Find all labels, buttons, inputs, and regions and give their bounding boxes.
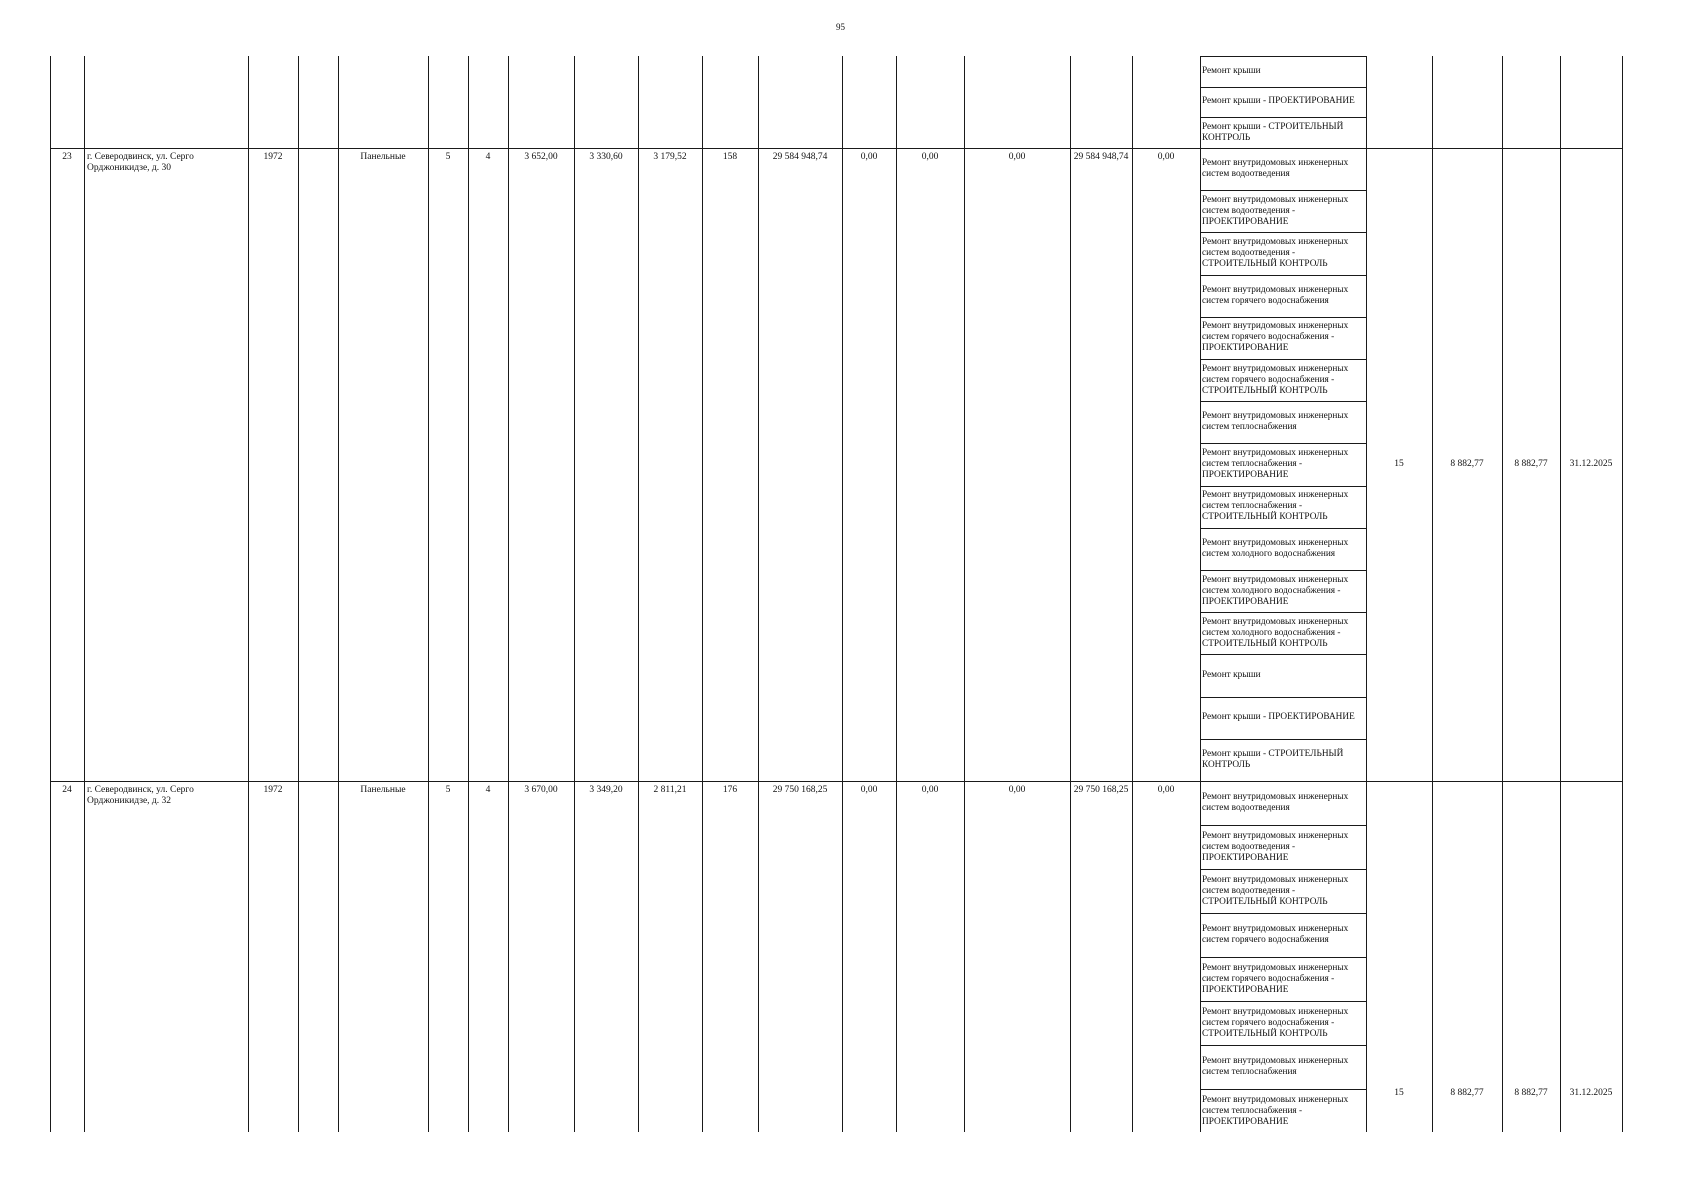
- cell-cost-total: 29 584 948,74: [772, 152, 828, 162]
- work-item: [1200, 443, 1366, 485]
- work-item-label: Ремонт внутридомовых инженерных систем теплоснабжения - ПРОЕКТИРОВАНИЕ: [1202, 1094, 1349, 1127]
- cell-area-living: 3 179,52: [653, 152, 687, 162]
- page-number: 95: [836, 22, 845, 32]
- column-divider: [638, 56, 639, 1132]
- cell-cost-fund: 0,00: [860, 785, 878, 795]
- cell-area-total: 3 670,00: [524, 785, 558, 795]
- work-item-label: Ремонт внутридомовых инженерных систем водоотведения - СТРОИТЕЛЬНЫЙ КОНТРОЛЬ: [1202, 874, 1349, 907]
- work-item: [1200, 401, 1366, 443]
- cell-cost-budget-local: 0,00: [1008, 152, 1026, 162]
- cell-entrances: 4: [485, 152, 491, 162]
- work-item: [1200, 1001, 1366, 1045]
- cell-area-total: 3 652,00: [524, 152, 558, 162]
- work-item-label: Ремонт внутридомовых инженерных систем холодного водоснабжения - ПРОЕКТИРОВАНИЕ: [1202, 574, 1349, 607]
- work-item: [1200, 913, 1366, 957]
- work-item: [1200, 781, 1366, 825]
- work-item: [1200, 957, 1366, 1001]
- cell-num: 23: [62, 152, 72, 162]
- cell-address: г. Северодвинск, ул. Серго Орджоникидзе, д. 30: [87, 152, 194, 173]
- work-item-divider: [1200, 232, 1366, 233]
- cell-deadline: 31.12.2025: [1569, 1088, 1613, 1098]
- cell-num: 24: [62, 785, 72, 795]
- work-item-divider: [1200, 697, 1366, 698]
- cell-cost-budget-region: 0,00: [921, 152, 939, 162]
- work-item-label: Ремонт внутридомовых инженерных систем холодного водоснабжения: [1202, 537, 1349, 559]
- cell-area-living: 2 811,21: [653, 785, 687, 795]
- work-item-label: Ремонт крыши - СТРОИТЕЛЬНЫЙ КОНТРОЛЬ: [1202, 748, 1344, 770]
- column-divider: [428, 56, 429, 1132]
- cell-limit-cost: 8 882,77: [1514, 1088, 1548, 1098]
- work-item-label: Ремонт внутридомовых инженерных систем водоотведения: [1202, 158, 1349, 180]
- work-item-divider: [1200, 275, 1366, 276]
- cell-unit-cost: 8 882,77: [1450, 1088, 1484, 1098]
- work-item-divider: [1200, 486, 1366, 487]
- work-item: [1200, 232, 1366, 274]
- column-divider: [1432, 56, 1433, 1132]
- column-divider: [338, 56, 339, 1132]
- cell-deadline: 31.12.2025: [1569, 458, 1613, 469]
- row-divider: [50, 781, 1622, 782]
- work-item-divider: [1200, 654, 1366, 655]
- work-item: [1200, 570, 1366, 612]
- work-item-label: Ремонт внутридомовых инженерных систем теплоснабжения: [1202, 1056, 1349, 1077]
- cell-limit-cost: 8 882,77: [1514, 458, 1548, 469]
- work-item-label: Ремонт внутридомовых инженерных систем холодного водоснабжения - СТРОИТЕЛЬНЫЙ КОНТРОЛЬ: [1202, 616, 1349, 649]
- work-item: [1200, 528, 1366, 570]
- work-item: [1200, 87, 1366, 118]
- work-item-divider: [1200, 401, 1366, 402]
- column-divider: [758, 56, 759, 1132]
- work-item-label: Ремонт крыши - СТРОИТЕЛЬНЫЙ КОНТРОЛЬ: [1202, 121, 1344, 143]
- column-divider: [1366, 56, 1367, 1132]
- column-divider: [1502, 56, 1503, 1132]
- cell-cost-fund: 0,00: [860, 152, 878, 162]
- work-item-label: Ремонт внутридомовых инженерных систем горячего водоснабжения - СТРОИТЕЛЬНЫЙ КОНТРОЛЬ: [1202, 1006, 1349, 1039]
- cell-year: 1972: [263, 152, 283, 162]
- work-item-divider: [1200, 869, 1366, 870]
- work-item-label: Ремонт крыши: [1202, 65, 1261, 76]
- work-item: [1200, 869, 1366, 913]
- cell-area-premises: 3 349,20: [589, 785, 623, 795]
- work-item-label: Ремонт внутридомовых инженерных систем водоотведения - ПРОЕКТИРОВАНИЕ: [1202, 194, 1349, 227]
- work-item-label: Ремонт крыши - ПРОЕКТИРОВАНИЕ: [1202, 96, 1355, 107]
- work-item: [1200, 486, 1366, 528]
- work-item: [1200, 117, 1366, 148]
- column-divider: [84, 56, 85, 1132]
- column-divider: [468, 56, 469, 1132]
- column-divider: [248, 56, 249, 1132]
- work-item-label: Ремонт внутридомовых инженерных систем теплоснабжения - СТРОИТЕЛЬНЫЙ КОНТРОЛЬ: [1202, 490, 1349, 523]
- work-item-label: Ремонт внутридомовых инженерных систем горячего водоснабжения - ПРОЕКТИРОВАНИЕ: [1202, 321, 1349, 354]
- work-item-label: Ремонт внутридомовых инженерных систем горячего водоснабжения - СТРОИТЕЛЬНЫЙ КОНТРОЛЬ: [1202, 363, 1349, 396]
- cell-term: 15: [1394, 458, 1404, 469]
- work-item: [1200, 148, 1366, 190]
- cell-residents: 176: [722, 785, 738, 795]
- cell-cost-owners: 29 584 948,74: [1073, 152, 1129, 162]
- cell-entrances: 4: [485, 785, 491, 795]
- work-item: [1200, 317, 1366, 359]
- work-item-divider: [1200, 739, 1366, 740]
- cell-floors: 5: [445, 152, 451, 162]
- work-item-divider: [1200, 359, 1366, 360]
- cell-cost-owners: 29 750 168,25: [1073, 785, 1129, 795]
- work-item-label: Ремонт внутридомовых инженерных систем водоотведения - ПРОЕКТИРОВАНИЕ: [1202, 830, 1349, 863]
- cell-wall: Панельные: [360, 785, 406, 795]
- work-item-divider: [1200, 317, 1366, 318]
- work-item: [1200, 56, 1366, 87]
- work-item-divider: [1200, 528, 1366, 529]
- work-item-divider: [1200, 612, 1366, 613]
- work-item-divider: [1200, 825, 1366, 826]
- cell-cost-budget-local: 0,00: [1008, 785, 1026, 795]
- work-item-label: Ремонт внутридомовых инженерных систем теплоснабжения - ПРОЕКТИРОВАНИЕ: [1202, 447, 1349, 480]
- work-item: [1200, 190, 1366, 232]
- column-divider: [842, 56, 843, 1132]
- cell-term: 15: [1394, 1088, 1404, 1098]
- work-item-divider: [1200, 570, 1366, 571]
- cell-cost-budget-region: 0,00: [921, 785, 939, 795]
- work-item: [1200, 275, 1366, 317]
- work-item-divider: [1200, 913, 1366, 914]
- cell-unit-cost: 8 882,77: [1450, 458, 1484, 469]
- work-item-label: Ремонт крыши: [1202, 669, 1261, 680]
- work-item-divider: [1200, 1045, 1366, 1046]
- cell-residents: 158: [722, 152, 738, 162]
- work-item-label: Ремонт внутридомовых инженерных систем водоотведения - СТРОИТЕЛЬНЫЙ КОНТРОЛЬ: [1202, 236, 1349, 269]
- work-item: [1200, 654, 1366, 696]
- column-divider: [702, 56, 703, 1132]
- column-divider: [964, 56, 965, 1132]
- column-divider: [1622, 56, 1623, 1132]
- work-item-divider: [1200, 443, 1366, 444]
- work-item-divider: [1200, 1089, 1366, 1090]
- work-item-label: Ремонт внутридомовых инженерных систем теплоснабжения: [1202, 411, 1349, 433]
- column-divider: [508, 56, 509, 1132]
- row-divider: [50, 148, 1622, 149]
- work-item-divider: [1200, 117, 1366, 118]
- work-item-label: Ремонт крыши - ПРОЕКТИРОВАНИЕ: [1202, 712, 1355, 723]
- cell-cost-other: 0,00: [1157, 152, 1175, 162]
- column-divider: [1132, 56, 1133, 1132]
- cell-floors: 5: [445, 785, 451, 795]
- work-item: [1200, 1045, 1366, 1089]
- work-item-label: Ремонт внутридомовых инженерных систем водоотведения: [1202, 792, 1349, 813]
- column-divider: [1560, 56, 1561, 1132]
- column-divider: [50, 56, 51, 1132]
- work-item: [1200, 1089, 1366, 1133]
- work-item-label: Ремонт внутридомовых инженерных систем горячего водоснабжения: [1202, 284, 1349, 306]
- work-item-divider: [1200, 190, 1366, 191]
- work-item-label: Ремонт внутридомовых инженерных систем горячего водоснабжения - ПРОЕКТИРОВАНИЕ: [1202, 962, 1349, 995]
- work-item: [1200, 739, 1366, 781]
- cell-cost-other: 0,00: [1157, 785, 1175, 795]
- cell-address: г. Северодвинск, ул. Серго Орджоникидзе, д. 32: [87, 785, 194, 806]
- column-divider: [1070, 56, 1071, 1132]
- cell-area-premises: 3 330,60: [589, 152, 623, 162]
- work-item-divider: [1200, 957, 1366, 958]
- cell-cost-total: 29 750 168,25: [772, 785, 828, 795]
- work-item: [1200, 612, 1366, 654]
- work-item: [1200, 359, 1366, 401]
- work-item-label: Ремонт внутридомовых инженерных систем горячего водоснабжения: [1202, 924, 1349, 945]
- work-item: [1200, 697, 1366, 739]
- work-item-divider: [1200, 1001, 1366, 1002]
- work-item-divider: [1200, 87, 1366, 88]
- column-divider: [574, 56, 575, 1132]
- column-divider: [896, 56, 897, 1132]
- cell-year: 1972: [263, 785, 283, 795]
- cell-wall: Панельные: [360, 152, 406, 162]
- column-divider: [298, 56, 299, 1132]
- work-item: [1200, 825, 1366, 869]
